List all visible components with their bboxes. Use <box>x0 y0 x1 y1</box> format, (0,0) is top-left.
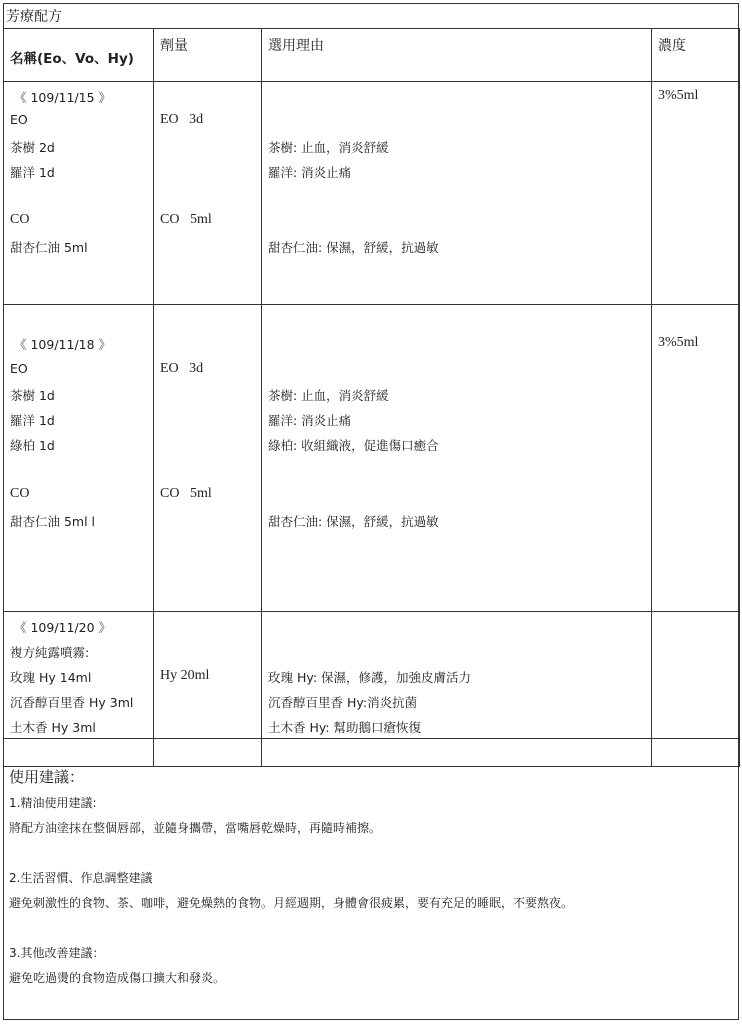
reason-line: 綠柏: 收組織液，促進傷口癒合 <box>268 438 439 453</box>
header-concentration-cell <box>652 29 740 82</box>
header-dose-cell <box>154 29 262 82</box>
name-line: 土木香 Hy 3ml <box>10 720 96 735</box>
row-reason-cell <box>262 612 652 739</box>
name-line: 甜杏仁油 5ml <box>10 240 88 255</box>
name-line: 複方純露噴霧: <box>10 645 90 660</box>
reason-line: 羅洋: 消炎止痛 <box>268 165 352 180</box>
reason-line: 茶樹: 止血，消炎舒緩 <box>268 388 389 403</box>
header-reason-cell <box>262 29 652 82</box>
prescription-table <box>3 28 740 767</box>
concentration-value: 3%5ml <box>658 88 699 103</box>
name-line: CO <box>10 212 30 227</box>
name-line: CO <box>10 486 30 501</box>
reason-line: 玫瑰 Hy: 保濕，修護，加強皮膚活力 <box>268 670 472 685</box>
header-dose: 劑量 <box>160 38 188 54</box>
reason-line: 茶樹: 止血，消炎舒緩 <box>268 140 389 155</box>
advice-item-title: 3.其他改善建議： <box>9 946 105 960</box>
dose-line: CO 5ml <box>160 212 212 227</box>
name-line: 玫瑰 Hy 14ml <box>10 670 92 685</box>
advice-item-title: 2.生活習慣、作息調整建議 <box>9 871 153 885</box>
table-row <box>4 82 740 305</box>
name-line: 綠柏 1d <box>10 438 55 453</box>
name-line: 沉香醇百里香 Hy 3ml <box>10 695 134 710</box>
name-line: 茶樹 1d <box>10 388 55 403</box>
advice-item-title: 1.精油使用建議: <box>9 796 97 810</box>
dose-line: EO 3d <box>160 112 204 127</box>
row-date: 《 109/11/18 》 <box>14 337 112 352</box>
row-reason-cell <box>262 82 652 305</box>
row-reason-cell <box>262 305 652 612</box>
usage-advice-section <box>3 762 739 1020</box>
reason-line: 甜杏仁油: 保濕，舒緩，抗過敏 <box>268 514 439 529</box>
table-row <box>4 612 740 739</box>
header-name-cell <box>4 29 154 82</box>
reason-line: 土木香 Hy: 幫助鵝口瘡恢復 <box>268 720 422 735</box>
row-concentration-cell <box>652 612 740 739</box>
advice-item-text: 避免吃過燙的食物造成傷口擴大和發炎。 <box>9 971 226 985</box>
document-title: 芳療配方 <box>6 9 62 25</box>
advice-item-text: 將配方油塗抹在整個唇部，並隨身攜帶，當嘴唇乾燥時，再隨時補擦。 <box>9 821 382 835</box>
name-line: 羅洋 1d <box>10 165 55 180</box>
row-name-cell <box>4 82 154 305</box>
header-name: 名稱(Eo、Vo、Hy) <box>10 51 134 67</box>
row-date: 《 109/11/20 》 <box>14 620 112 635</box>
reason-line: 沉香醇百里香 Hy:消炎抗菌 <box>268 695 418 710</box>
dose-line: Hy 20ml <box>160 668 210 683</box>
dose-line: EO 3d <box>160 361 204 376</box>
row-concentration-cell <box>652 305 740 612</box>
reason-line: 羅洋: 消炎止痛 <box>268 413 352 428</box>
advice-heading: 使用建議： <box>9 768 85 786</box>
dose-line: CO 5ml <box>160 486 212 501</box>
header-reason: 選用理由 <box>268 38 324 54</box>
row-concentration-cell <box>652 82 740 305</box>
name-line: 茶樹 2d <box>10 140 55 155</box>
name-line: 甜杏仁油 5ml l <box>10 514 96 529</box>
row-date: 《 109/11/15 》 <box>14 90 112 105</box>
name-line: 羅洋 1d <box>10 413 55 428</box>
concentration-value: 3%5ml <box>658 335 699 350</box>
advice-item-text: 避免刺激性的食物、茶、咖啡，避免燥熱的食物。月經週期，身體會很疲累，要有充足的睡眠，不要熬夜。 <box>9 896 574 910</box>
reason-line: 甜杏仁油: 保濕，舒緩，抗過敏 <box>268 240 439 255</box>
name-line: EO <box>10 112 28 127</box>
row-name-cell <box>4 305 154 612</box>
row-name-cell <box>4 612 154 739</box>
row-dose-cell <box>154 305 262 612</box>
row-dose-cell <box>154 612 262 739</box>
header-concentration: 濃度 <box>658 38 686 54</box>
name-line: EO <box>10 361 28 376</box>
table-row <box>4 305 740 612</box>
table-header-row <box>4 29 740 82</box>
row-dose-cell <box>154 82 262 305</box>
